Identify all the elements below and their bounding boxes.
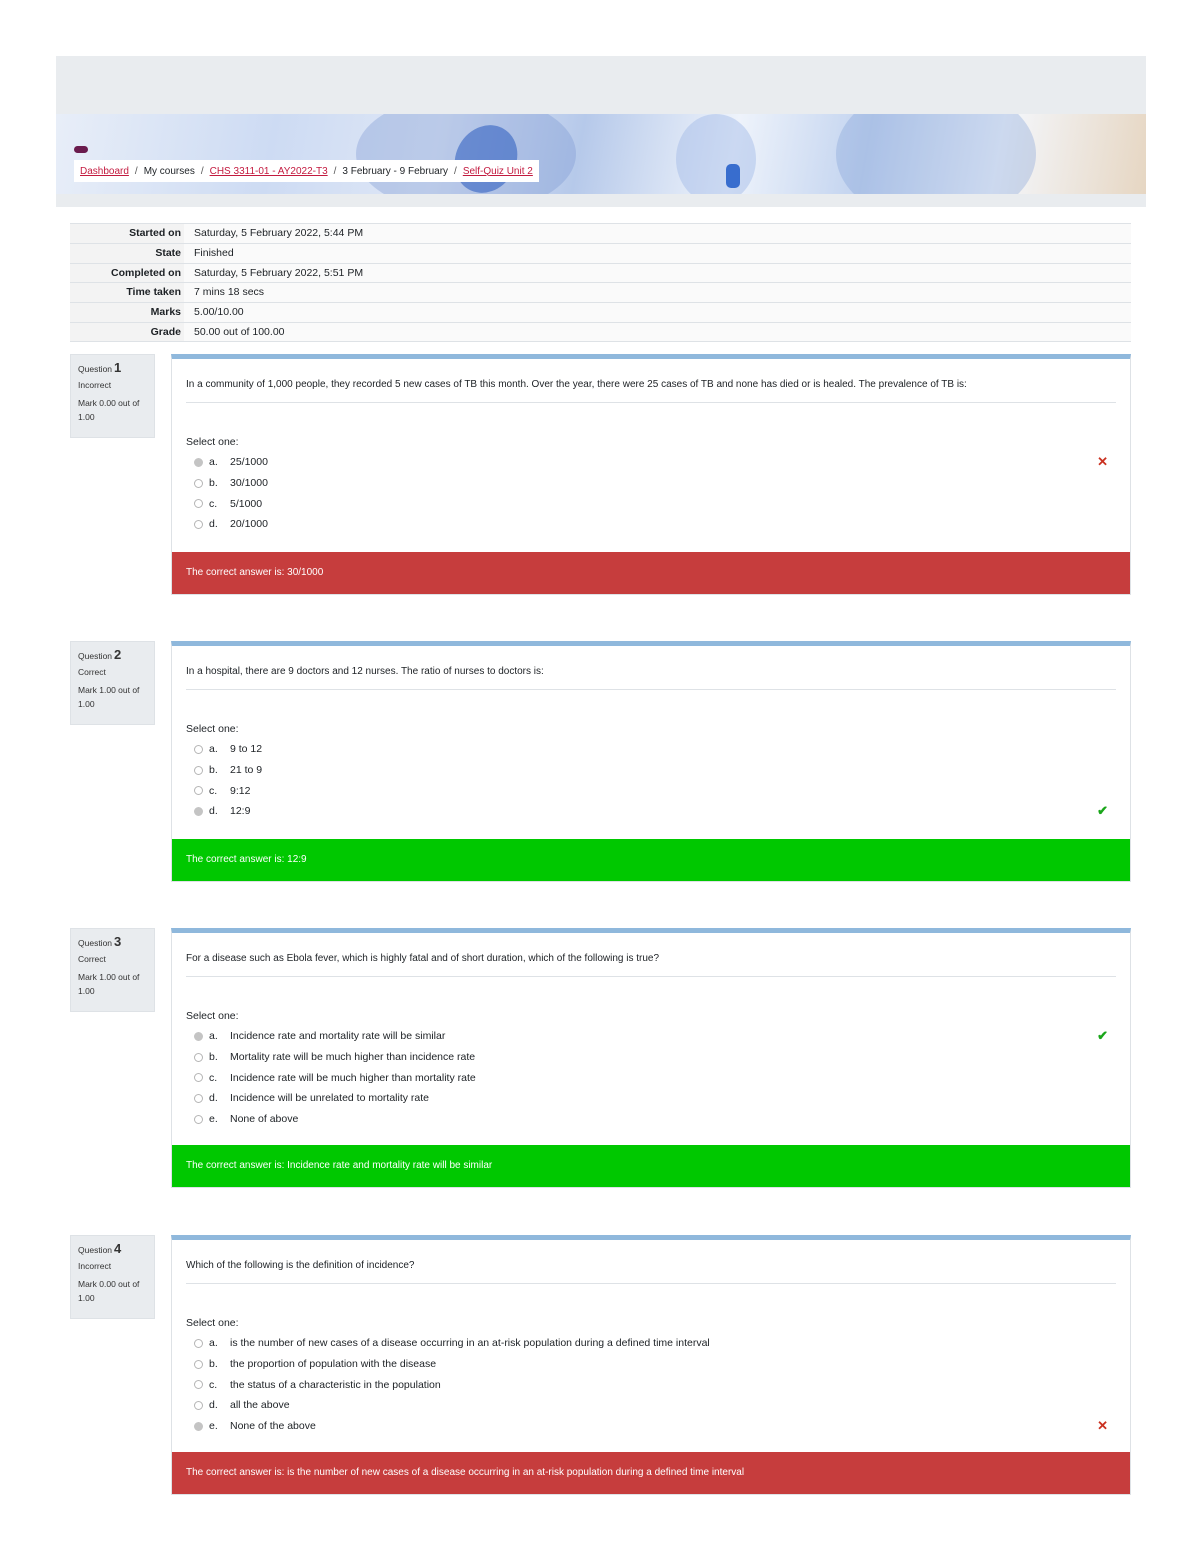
radio-button[interactable] [194,786,203,795]
summary-label: Completed on [70,264,184,283]
option-letter: d. [209,518,218,531]
question-text-content: Which of the following is the definition of incidence? [186,1260,415,1271]
radio-button[interactable] [194,1422,203,1431]
answer-option[interactable] [194,760,1130,781]
breadcrumb-dashboard-link[interactable]: Dashboard [80,165,129,177]
divider [186,976,1116,977]
breadcrumb-separator: / [200,165,204,177]
option-text: all the above [230,1399,290,1412]
answer-list [172,1026,1130,1129]
option-text: 25/1000 [230,456,268,469]
question-text [172,1240,1130,1292]
banner-shape [726,164,740,188]
question-info-3 [70,928,155,1012]
breadcrumb-course-link[interactable]: CHS 3311-01 - AY2022-T3 [209,165,328,177]
option-letter: c. [209,497,218,510]
correct-answer-feedback: The correct answer is: 12:9 [172,839,1130,881]
summary-label: Grade [70,323,184,341]
question-number [78,360,147,375]
option-text: is the number of new cases of a disease occurring in an at-risk population during a defined time interval [230,1337,710,1350]
radio-button[interactable] [194,766,203,775]
radio-button[interactable] [194,807,203,816]
answer-list [172,739,1130,822]
option-letter: a. [209,1337,218,1350]
summary-row [70,322,1131,342]
answer-option[interactable] [194,473,1130,494]
question-3 [171,928,1131,1188]
radio-button[interactable] [194,1032,203,1041]
option-text: 21 to 9 [230,764,263,777]
option-letter: c. [209,1378,218,1391]
answer-option[interactable] [194,514,1130,535]
summary-value: 50.00 out of 100.00 [184,323,1131,341]
question-info-4 [70,1235,155,1319]
summary-row [70,282,1131,302]
banner-shape [836,114,1036,194]
question-word: Question [78,1245,113,1255]
radio-button[interactable] [194,479,203,488]
question-text [172,646,1130,698]
summary-row [70,243,1131,263]
question-text-content: For a disease such as Ebola fever, which is highly fatal and of short duration, which of the following is true? [186,953,660,964]
correct-answer-feedback: The correct answer is: 30/1000 [172,552,1130,594]
question-number [78,647,147,662]
radio-button[interactable] [194,1401,203,1410]
option-letter: e. [209,1113,218,1126]
option-text: 12:9 [230,805,251,818]
page-top-band [56,56,1146,114]
question-mark: Mark 1.00 out of 1.00 [78,685,140,709]
question-text [172,933,1130,985]
option-letter: d. [209,1399,218,1412]
question-state: Incorrect [78,380,112,390]
answer-option[interactable] [194,739,1130,760]
banner-pill-marker [74,146,88,153]
divider [186,689,1116,690]
question-number-value: 2 [114,647,122,662]
answer-option[interactable] [194,493,1130,514]
breadcrumb-week: 3 February - 9 February [342,165,449,177]
summary-row [70,263,1131,283]
option-letter: d. [209,805,218,818]
radio-button[interactable] [194,1053,203,1062]
check-icon: ✔ [1097,803,1108,819]
question-1 [171,354,1131,595]
answer-option[interactable] [194,1088,1130,1109]
select-one-label: Select one: [186,1317,239,1329]
summary-label: Time taken [70,283,184,302]
divider [186,402,1116,403]
check-icon: ✔ [1097,1028,1108,1044]
radio-button[interactable] [194,1339,203,1348]
option-text: 5/1000 [230,497,263,510]
question-word: Question [78,364,113,374]
answer-option[interactable] [194,1109,1130,1130]
answer-option[interactable] [194,1395,1130,1416]
question-number-value: 1 [114,360,122,375]
option-letter: a. [209,743,218,756]
answer-option[interactable] [194,780,1130,801]
question-mark: Mark 0.00 out of 1.00 [78,1279,140,1303]
breadcrumb-my-courses: My courses [143,165,195,177]
question-state: Incorrect [78,1261,112,1271]
question-number-value: 3 [114,934,122,949]
option-letter: e. [209,1420,218,1433]
question-text [172,359,1130,411]
answer-option[interactable] [194,1354,1130,1375]
answer-list [172,452,1130,535]
question-mark: Mark 1.00 out of 1.00 [78,972,140,996]
option-letter: c. [209,1071,218,1084]
option-letter: b. [209,1358,218,1371]
summary-row [70,223,1131,243]
option-text: None of the above [230,1420,316,1433]
cross-icon: ✕ [1097,454,1108,470]
banner-shape [676,114,756,194]
summary-row [70,302,1131,322]
option-letter: b. [209,1051,218,1064]
radio-button[interactable] [194,1115,203,1124]
correct-answer-feedback: The correct answer is: is the number of new cases of a disease occurring in an at-risk population during a defined time interval [172,1452,1130,1494]
summary-label: Started on [70,224,184,243]
summary-label: Marks [70,303,184,322]
question-word: Question [78,938,113,948]
radio-button[interactable] [194,1380,203,1389]
summary-value: 7 mins 18 secs [184,283,1131,302]
question-word: Question [78,651,113,661]
select-one-label: Select one: [186,723,239,735]
answer-option[interactable] [194,1416,1130,1437]
breadcrumb-separator: / [134,165,138,177]
option-letter: d. [209,1092,218,1105]
question-2 [171,641,1131,882]
select-one-label: Select one: [186,436,239,448]
select-one-label: Select one: [186,1010,239,1022]
summary-label: State [70,244,184,263]
answer-option[interactable] [194,1067,1130,1088]
option-text: the proportion of population with the disease [230,1358,437,1371]
question-number [78,934,147,949]
banner-bottom-band [56,194,1146,207]
question-number [78,1241,147,1256]
correct-answer-feedback: The correct answer is: Incidence rate and mortality rate will be similar [172,1145,1130,1187]
option-letter: a. [209,456,218,469]
course-banner-image [56,114,1146,194]
option-letter: b. [209,477,218,490]
answer-list [172,1333,1130,1436]
question-number-value: 4 [114,1241,122,1256]
radio-button[interactable] [194,1073,203,1082]
radio-button[interactable] [194,745,203,754]
option-letter: a. [209,1030,218,1043]
option-text: Incidence rate and mortality rate will be similar [230,1030,446,1043]
radio-button[interactable] [194,1094,203,1103]
cross-icon: ✕ [1097,1418,1108,1434]
option-text: 20/1000 [230,518,268,531]
question-4 [171,1235,1131,1495]
answer-option[interactable] [194,1047,1130,1068]
question-state: Correct [78,954,106,964]
question-text-content: In a hospital, there are 9 doctors and 12 nurses. The ratio of nurses to doctors is: [186,666,544,677]
question-text-content: In a community of 1,000 people, they recorded 5 new cases of TB this month. Over the year, there were 25 cases of TB and none has died or is healed. The prevalence of TB is: [186,379,967,390]
question-info-2 [70,641,155,725]
option-text: Incidence will be unrelated to mortality rate [230,1092,430,1105]
question-state: Correct [78,667,106,677]
option-text: Incidence rate will be much higher than mortality rate [230,1071,476,1084]
option-letter: b. [209,764,218,777]
answer-option[interactable] [194,1333,1130,1354]
question-mark: Mark 0.00 out of 1.00 [78,398,140,422]
question-info-1 [70,354,155,438]
breadcrumb-separator: / [333,165,337,177]
option-letter: c. [209,784,218,797]
breadcrumb-separator: / [454,165,457,177]
option-text: Mortality rate will be much higher than incidence rate [230,1051,476,1064]
option-text: the status of a characteristic in the population [230,1378,441,1391]
answer-option[interactable] [194,1374,1130,1395]
option-text: 9 to 12 [230,743,263,756]
breadcrumb-quiz-link[interactable]: Self-Quiz Unit 2 [462,165,533,177]
option-text: 30/1000 [230,477,268,490]
summary-value: Finished [184,244,1131,263]
summary-value: 5.00/10.00 [184,303,1131,322]
answer-option[interactable] [194,1026,1130,1047]
summary-value: Saturday, 5 February 2022, 5:44 PM [184,224,1131,243]
answer-option[interactable] [194,801,1130,822]
quiz-summary-table [70,223,1131,342]
summary-value: Saturday, 5 February 2022, 5:51 PM [184,264,1131,283]
radio-button[interactable] [194,499,203,508]
radio-button[interactable] [194,1360,203,1369]
breadcrumb [74,160,539,182]
option-text: None of above [230,1113,299,1126]
radio-button[interactable] [194,458,203,467]
radio-button[interactable] [194,520,203,529]
answer-option[interactable] [194,452,1130,473]
divider [186,1283,1116,1284]
option-text: 9:12 [230,784,251,797]
